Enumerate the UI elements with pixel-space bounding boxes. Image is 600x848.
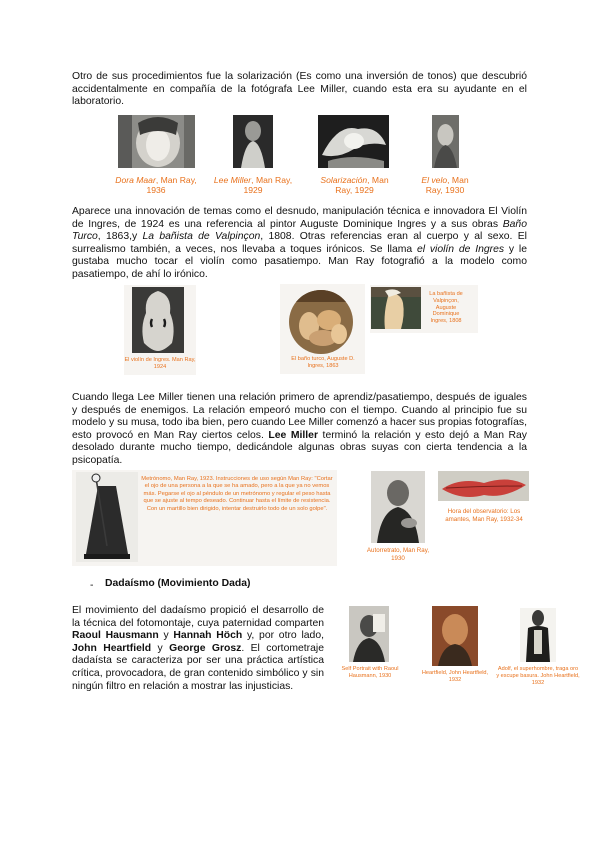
- photo-heartfield: [432, 606, 478, 666]
- paragraph-dadaismo: [72, 605, 324, 693]
- photo-dora-maar: [118, 115, 195, 168]
- caption-autorretrato: Autorretrato, Man Ray, 1930: [366, 547, 430, 562]
- p4-grosz: George Grosz: [169, 642, 242, 654]
- caption-dora-maar-title: Dora Maar: [115, 175, 156, 185]
- caption-bano-turco: El baño turco, Auguste D. Ingres, 1863: [291, 356, 355, 369]
- photo-los-amantes: [438, 471, 529, 501]
- paragraph-solarization: Otro de sus procedimientos fue la solarización (Es como una inversión de tonos) que descubrió accidentalmente en compañía de la fotógrafa Lee Miller, cuando esta era su ayudante en el laboratorio.: [72, 71, 527, 108]
- caption-violin-ingres: El violín de Ingres. Man Ray, 1924: [124, 357, 196, 370]
- p4-e: y, por otro lado,: [242, 630, 324, 642]
- p4-g: y: [151, 642, 170, 654]
- photo-hausmann: [349, 606, 389, 662]
- caption-el-velo: [414, 175, 476, 196]
- photo-autorretrato: [371, 471, 425, 543]
- photo-adolf-superhombre: [520, 608, 556, 662]
- caption-heartfield: Heartfield, John Heartfield, 1932: [421, 670, 489, 683]
- photo-metronomo: [76, 472, 138, 562]
- paragraph-desnudo-ingres: [72, 206, 527, 282]
- caption-dora-maar: [112, 175, 200, 196]
- caption-lee-miller-title: Lee Miller: [213, 175, 252, 185]
- caption-hausmann: Self Portrait with Raoul Hausmann, 1930: [341, 666, 399, 679]
- caption-solarizacion-title: Solarización: [320, 175, 368, 185]
- p2-g: y le gustaba mucho tocar el violín como pasatiempo. Man Ray fotografió a la modelo como pasatiempo, de ahí lo irónico.: [72, 243, 527, 280]
- section-bullet: -: [90, 580, 94, 591]
- p2-banista: La bañista de Valpinçon: [142, 231, 261, 243]
- section-heading-dadaismo: Dadaísmo (Movimiento Dada): [105, 578, 251, 589]
- photo-el-velo: [432, 115, 459, 168]
- p3-lee-miller: Lee Miller: [268, 429, 319, 441]
- paragraph-lee-miller-relacion: [72, 392, 527, 468]
- caption-los-amantes: Hora del observatorio: Los amantes, Man Ray, 1932-34: [445, 508, 523, 523]
- p4-hausmann: Raoul Hausmann: [72, 630, 159, 642]
- photo-bano-turco: [289, 290, 353, 354]
- p3-a: Cuando llega Lee Miller tienen una relación primero de aprendiz/pasatiempo, después de iguales y después de enemigos. La relación empeoró mucho con el tiempo. Cuando al principio fue su modelo y su musa, todo iba bien, pero cuando Lee Miller comenzó a hacer sus propias fotografías, esto provocó en Man Ray ciertos celos.: [72, 392, 527, 441]
- caption-lee-miller: [213, 175, 293, 196]
- photo-lee-miller: [233, 115, 273, 168]
- p2-e: , 1808. Otras referencias eran al cuerpo y al sexo. El surrealismo también, a veces, nos llevaba a toques irónicos. Se llama: [72, 231, 527, 255]
- p4-hoch: Hannah Höch: [173, 630, 243, 642]
- p3-c: terminó la relación y esto dejó a Man Ray desolado durante mucho tiempo, dedicándole algunas obras suyas con cierta tendencia a la psicopatía.: [72, 429, 527, 466]
- caption-metronomo: Metrónomo, Man Ray, 1923. Instrucciones de uso según Man Ray: "Cortar el ojo de una persona a la que se ha amado, pero a la que ya no vemos más. Pegarse el ojo al péndulo de un metrónomo y regular el peso hasta que se ajuste al tempo deseado. Continuar hasta el límite de resistencia. Con un martillo bien dirigido, intentar destruirlo todo de un solo golpe".: [141, 476, 333, 512]
- caption-lee-miller-rest: , Man Ray, 1929: [243, 175, 293, 196]
- p4-c: y: [158, 630, 174, 642]
- p2-bano-turco: Baño Turco: [72, 218, 527, 243]
- caption-el-velo-title: El velo: [421, 175, 448, 185]
- caption-solarizacion-rest: , Man Ray, 1929: [335, 175, 389, 196]
- caption-solarizacion: [312, 175, 397, 196]
- p4-heartfield: John Heartfield: [72, 642, 152, 654]
- p2-c: , 1863,y: [97, 231, 143, 243]
- p2-a: Aparece una innovación de temas como el desnudo, manipulación técnica e innovadora El Violín de Ingres, de 1924 es una referencia al pintor Auguste Dominique Ingres y a sus obras: [72, 206, 527, 230]
- photo-solarizacion: [318, 115, 389, 168]
- p4-a: El movimiento del dadaísmo propició el desarrollo de la técnica del fotomontaje, cuya paternidad comparten: [72, 605, 324, 629]
- p4-i: . El cortometraje dadaísta se caracteriza por ser una práctica artística crítica, provocadora, de gran contenido simbólico y sin ningún filtro en relación a mostrar las injusticias.: [72, 642, 324, 692]
- caption-el-velo-rest: , Man Ray, 1930: [425, 175, 469, 196]
- photo-banista-valpincon: [371, 287, 421, 329]
- caption-banista-valpincon: La bañista de Valpinçon, Auguste Dominique Ingres, 1808: [429, 291, 463, 325]
- p2-violin: el violín de Ingres: [416, 243, 505, 255]
- caption-dora-maar-rest: , Man Ray, 1936: [146, 175, 197, 196]
- photo-violin-ingres: [132, 287, 184, 353]
- caption-adolf-superhombre: Adolf, el superhombre, traga oro y escupe basura. John Heartfield, 1932: [496, 666, 580, 686]
